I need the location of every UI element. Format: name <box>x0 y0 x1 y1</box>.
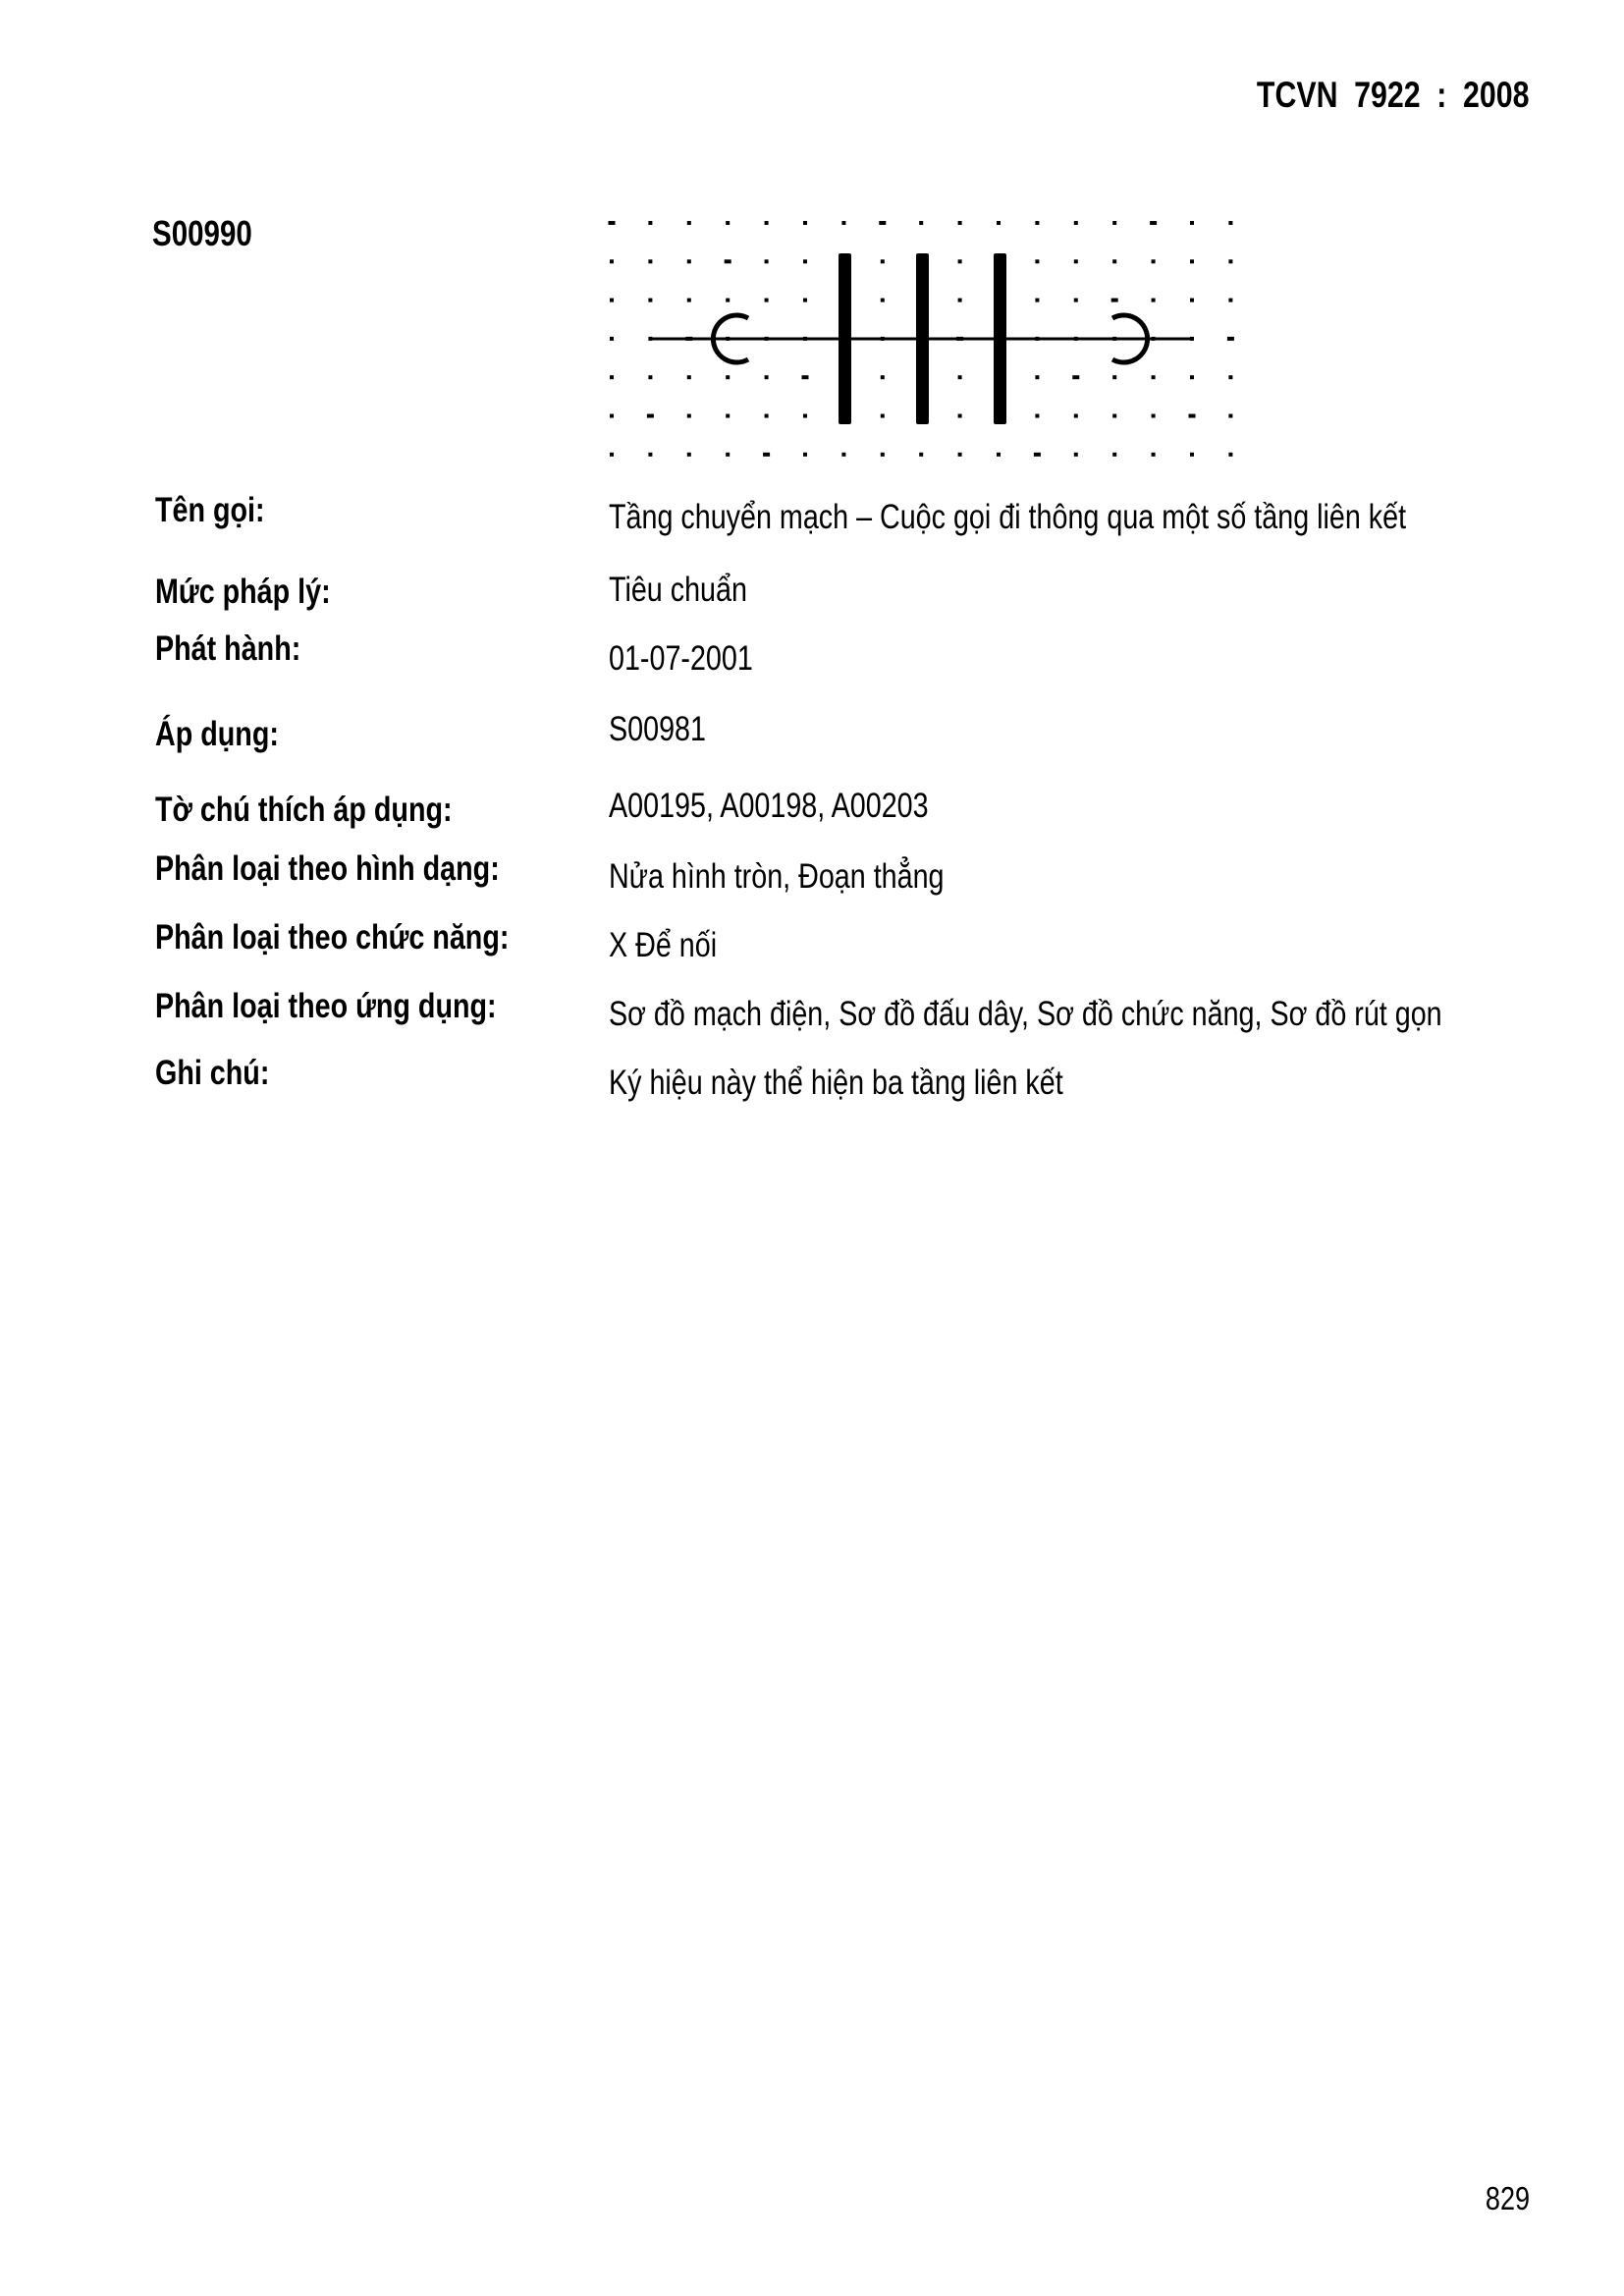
field-value-to-chu-thich-ap-dung: A00195, A00198, A00203 <box>609 787 929 825</box>
field-label-phan-loai-chuc-nang: Phân loại theo chức năng: <box>155 918 510 957</box>
field-value-ap-dung: S00981 <box>609 710 706 748</box>
symbol-id-text: S00990 <box>152 213 252 253</box>
page-number-text: 829 <box>1485 2180 1530 2216</box>
stage-bar-icon <box>839 253 851 424</box>
field-value-ghi-chu: Ký hiệu này thể hiện ba tầng liên kết <box>609 1064 1063 1102</box>
field-label-ghi-chu: Ghi chú: <box>155 1054 270 1092</box>
field-label-phan-loai-hinh-dang: Phân loại theo hình dạng: <box>155 849 500 888</box>
stage-bar-icon <box>916 253 929 424</box>
field-value-phan-loai-hinh-dang: Nửa hình tròn, Đoạn thẳng <box>609 857 945 896</box>
field-label-ap-dung: Áp dụng: <box>155 715 279 753</box>
standard-header <box>1197 75 1530 116</box>
field-label-to-chu-thich-ap-dung: Tờ chú thích áp dụng: <box>155 791 453 829</box>
page-number <box>1476 2180 1530 2217</box>
field-value-phan-loai-chuc-nang: X Để nối <box>609 926 718 964</box>
symbol-id <box>152 213 274 254</box>
field-label-muc-phap-ly: Mức pháp lý: <box>155 573 331 611</box>
field-value-ten-goi: Tầng chuyển mạch – Cuộc gọi đi thông qua một số tầng liên kết <box>609 498 1407 536</box>
field-label-phat-hanh: Phát hành: <box>155 629 301 668</box>
field-label-phan-loai-ung-dung: Phân loại theo ứng dụng: <box>155 987 497 1025</box>
field-value-muc-phap-ly: Tiêu chuẩn <box>609 571 747 609</box>
symbol-figure <box>584 201 1252 476</box>
field-value-phan-loai-ung-dung: Sơ đồ mạch điện, Sơ đồ đấu dây, Sơ đồ chức năng, Sơ đồ rút gọn <box>609 995 1442 1033</box>
stage-bar-icon <box>994 253 1006 424</box>
standard-header-text: TCVN 7922 : 2008 <box>1257 75 1530 115</box>
field-label-ten-goi: Tên gọi: <box>155 491 265 529</box>
field-value-phat-hanh: 01-07-2001 <box>609 639 753 678</box>
